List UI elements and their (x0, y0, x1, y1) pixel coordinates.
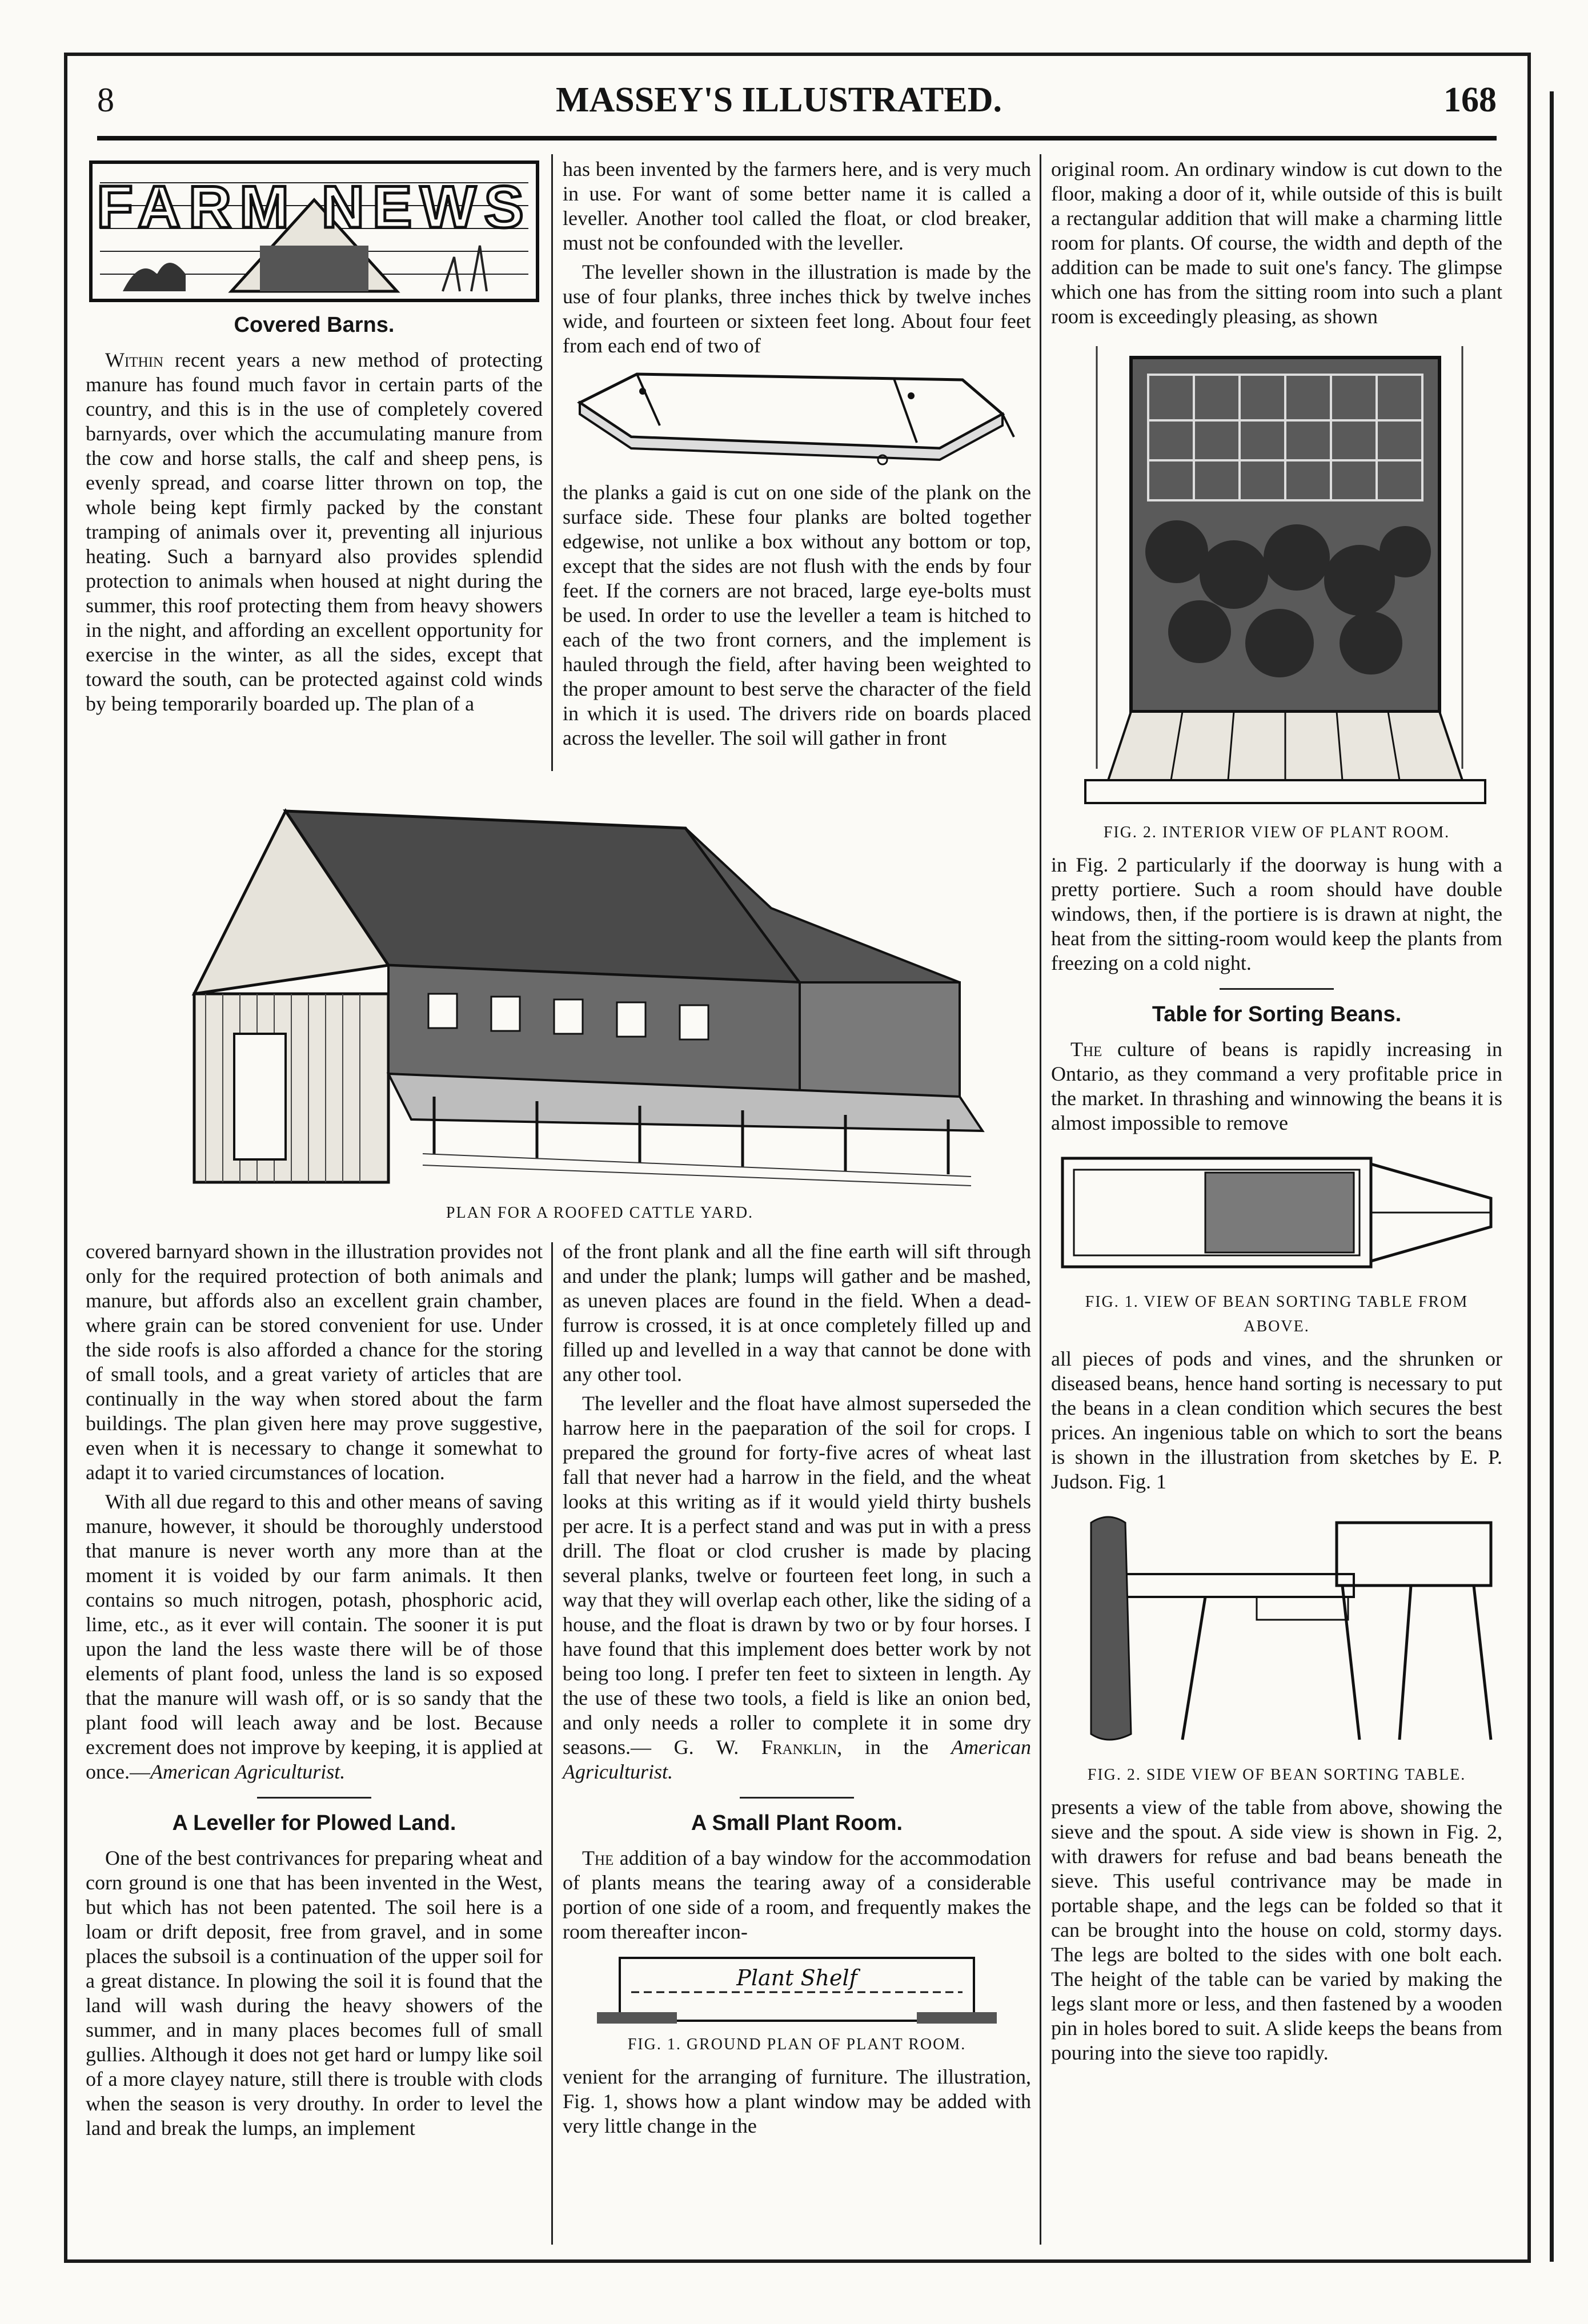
page-number-right: 168 (1443, 80, 1497, 119)
barn-illustration (171, 777, 1028, 1188)
plant-room-p4: in Fig. 2 particularly if the doorway is hung with a pretty portiere. Such a room should have double windows, then, if the portiere is is drawn at night, the heat from the sitting-room would keep the plants from freezing on a cold night. (1051, 853, 1502, 974)
leveller-in: , in the (837, 1736, 952, 1759)
column-1-lower: covered barnyard shown in the illustration provides not only for the required protection of both animals and manure, but affords also an excellent grain chamber, where grain can be stored convenient for use. Under the side roofs is also afforded a chance for the storing of small tools, and a great variety of articles that are continually in the way when stored about the farm buildings. The plan given here may prove suggestive, even when it is necessary to change it somewhat to adapt it to varied circumstances of location. With all due regard to this and other means of saving manure, however, it should be thoroughly understood that manure is never worth any more than at the moment it is voided by our farm animals. It then contains so much nitrogen, potash, phosphoric acid, lime, etc., as it ever will contain. The sooner it is put upon the land the less waste there will be of those elements of plant food, unless the land is so exposed that the manure will wash off, or is so sandy that the plant food will leach away and be lost. Because excrement does not improve by keeping, it is applied at once.—American Agriculturist. A Leveller for Plowed Land. One of the best contrivances for preparing wheat and corn ground is one that has been invented in the West, but which has not been patented. The soil here is a loam or drift deposit, free from gravel, and in some places the subsoil is a continuation of the upper soil for a great distance. In plowing the soil it is found that the land will wash during the heavy showers of the summer, and in many places becomes full of small gullies. Although it does not get hard or lumpy like soil of a more clayey nature, still there is trouble with clods when the season is very drouthy. In order to level the land and break the lumps, an implement (86, 1240, 543, 2140)
plant-room-plan-figure (563, 1952, 1031, 2026)
section-divider (740, 1797, 854, 1799)
leveller-title: A Leveller for Plowed Land. (172, 1811, 456, 1835)
beans-p2: all pieces of pods and vines, and the shrunken or diseased beans, hence hand sorting is necessary to put the beans in a clean condition which secures the best prices. An ingenious table on which to sort the beans is shown in the illustration from sketches by E. P. Judson. Fig. 1 (1051, 1347, 1502, 1493)
covered-barns-p1: recent years a new method of protecting manure has found much favor in certain parts of the country, and this is in the use of completely covered barnyards, over which the accumulating manure from the cow and horse stalls, the calf and sheep pens, is evenly spread, and coarse litter thrown on top, the whole being kept firmly packed by the constant tramping of animals over it, preventing all injurious heating. Such a barnyard also provides splendid protection to animals when housed at night during the summer, this roof protecting them from heavy showers in the night, and affording an excellent opportunity for exercise in the winter, as all the sides, except that toward the south, can be protected against cold winds by being temporarily boarded up. The plan of a (86, 348, 543, 715)
publication-title: MASSEY'S ILLUSTRATED. (556, 80, 1002, 119)
drop-word: The (1070, 1038, 1102, 1061)
barn-caption: PLAN FOR A ROOFED CATTLE YARD. (446, 1204, 754, 1222)
drop-word: The (582, 1847, 614, 1869)
beans-title: Table for Sorting Beans. (1152, 1002, 1402, 1026)
plant-room-fig2-caption: FIG. 2. INTERIOR VIEW OF PLANT ROOM. (1103, 824, 1450, 841)
leveller-p6: The leveller and the float have almost superseded the harrow here in the paeparation of the soil for crops. I prepared the ground for forty-five acres of wheat last fall that never had a harrow in the field, and the wheat looks at this writing as if it would yield thirty bushels per acre. It is a perfect stand and was put in with a press drill. The float or clod crusher is made by placing several planks, twelve or fourteen feet long, in such a way that they will overlap each other, like the siding of a house, and the float is drawn by two or by four horses. I have found that this implement does better work by not being too long. I prefer ten feet to sixteen in length. Ay the use of these two tools, a field is like an onion bed, and only needs a roller to complete it in some dry seasons. (563, 1392, 1031, 1759)
leveller-illustration (563, 363, 1031, 477)
beans-fig2-caption: FIG. 2. SIDE VIEW OF BEAN SORTING TABLE. (1087, 1766, 1466, 1784)
leveller-p5: of the front plank and all the fine earth will sift through and under the plank; lumps will gather and be mashed, as uneven places are found in the field. When a dead-furrow is crossed, it is at once completely filled up and filled up and levelled in a way that cannot be done with any other tool. (563, 1240, 1031, 1386)
covered-barns-source: American Agriculturist. (150, 1760, 346, 1783)
column-separator (1040, 154, 1041, 2245)
page-number-left: 8 (97, 81, 114, 119)
page-header (97, 69, 1497, 131)
covered-barns-title: Covered Barns. (234, 313, 395, 337)
column-1-top (86, 160, 543, 721)
header-rule (97, 136, 1497, 141)
leveller-source: American Agriculturist. (563, 1736, 1032, 1783)
covered-barns-p3: With all due regard to this and other means of saving manure, however, it should be thoroughly understood that manure is never worth any more than at the moment it is voided by our farm animals. It then contains so much nitrogen, potash, phosphoric acid, lime, etc., as it ever will contain. The sooner it is put upon the land the less waste there will be of those elements of plant food, unless the land is so exposed that the manure will wash off, or is so sandy that the plant food will leach away and be lost. Because excrement does not improve by keeping, it is applied at once. (86, 1490, 543, 1783)
logo-text: FARM NEWS (97, 174, 532, 240)
plant-room-title: A Small Plant Room. (691, 1811, 903, 1835)
plant-room-fig1-caption: FIG. 1. GROUND PLAN OF PLANT ROOM. (627, 2036, 967, 2053)
column-2-lower: of the front plank and all the fine earth will sift through and under the plank; lumps will gather and be mashed, as uneven places are found in the field. When a dead-furrow is crossed, it is at once completely filled up and filled up and levelled in a way that cannot be done with any other tool. The leveller and the float have almost superseded the harrow here in the paeparation of the soil for crops. I prepared the ground for forty-five acres of wheat last fall that never had a harrow in the field, and the wheat looks at this writing as if it would yield thirty bushels per acre. It is a perfect stand and was put in with a press drill. The float or clod crusher is made by placing several planks, twelve or fourteen feet long, in such a way that they will overlap each other, like the siding of a house, and the float is drawn by two or by four horses. I have found that this implement does better work by not being too long. I prefer ten feet to sixteen in length. Ay the use of these two tools, a field is like an onion bed, and only needs a roller to complete it in some dry seasons.— G. W. Franklin, in the American Agriculturist. A Small Plant Room. The addition of a bay window for the accommodation of plants means the tearing away of a considerable portion of one side of a room, and frequently makes the room thereafter incon- Plant Shelf FIG. 1. GROUND PLAN OF PLANT ROOM. venient for the arranging of furniture. The illustration, Fig. 1, shows how a plant window may be added with very little change in the (563, 1240, 1032, 2137)
plant-room-interior-figure (1051, 335, 1502, 814)
leveller-p4: the planks a gaid is cut on one side of the plank on the surface side. These four planks are bolted together edgewise, not unlike a box without any bottom or top, except that the sides are not flush with the ends by four feet. If the corners are not braced, large eye-bolts must be used. In order to use the leveller a team is hitched to each of the two front corners, and the implement is hauled through the field, after having been weighted to the proper amount to best serve the character of the field in which it is used. The drivers ride on boards placed across the leveller. The soil will gather in front (563, 481, 1031, 749)
beans-p1: culture of beans is rapidly increasing in Ontario, as they command a very profitable price in the market. In thrashing and winnowing the beans it is almost impossible to remove (1051, 1038, 1503, 1134)
column-3 (1051, 157, 1502, 2070)
bean-table-top-figure (1051, 1141, 1502, 1284)
plant-room-p3: original room. An ordinary window is cut down to the floor, making a door of it, while outside of this is built a rectangular addition that will make a charming little room for plants. Of course, the width and depth of the addition can be made to suit one's fancy. The glimpse which one has from the sitting room into such a plant room is exceedingly pleasing, as shown (1051, 158, 1502, 328)
bean-table-side-figure (1051, 1500, 1502, 1757)
column-separator (551, 154, 553, 771)
plant-room-p1: addition of a bay window for the accommodation of plants means the tearing away of a considerable portion of one side of a room, and frequently makes the room thereafter incon- (563, 1847, 1031, 1943)
page-edge-rule (1550, 91, 1554, 2262)
leveller-p1: One of the best contrivances for preparing wheat and corn ground is one that has been invented in the West, but which has not been patented. The soil here is a loam or drift deposit, free from gravel, and in some places the subsoil is a continuation of the upper soil for a great distance. In plowing the soil it is found that the land will wash during the heavy showers of the summer, and in many places becomes full of small gullies. Although it does not get hard or lumpy like soil of a more clayey nature, still there is trouble with clods when the season is very drouthy. In order to level the land and break the lumps, an implement (86, 1847, 543, 2140)
beans-fig1-caption: FIG. 1. VIEW OF BEAN SORTING TABLE FROM ABOVE. (1085, 1293, 1469, 1335)
leveller-p3: The leveller shown in the illustration is made by the use of four planks, three inches thick by twelve inches wide, and fourteen or sixteen feet long. About four feet from each end of two of (563, 260, 1031, 357)
column-separator (551, 1242, 553, 2245)
farm-news-logo (89, 160, 540, 303)
leveller-p2: has been invented by the farmers here, and is very much in use. For want of some better name it is called a leveller. Another tool called the float, or clod breaker, must not be confounded with the leveller. (563, 158, 1031, 254)
covered-barns-p2: covered barnyard shown in the illustration provides not only for the required protection of both animals and manure, but affords also an excellent grain chamber, where grain can be stored convenient for use. Under the side roofs is also afforded a chance for the storing of small tools, and a great variety of articles that are continually in the way when stored about the farm buildings. The plan given here may prove suggestive, even when it is necessary to change it somewhat to adapt it to varied circumstances of location. (86, 1240, 543, 1484)
section-divider (1220, 988, 1334, 990)
plant-room-p2: venient for the arranging of furniture. The illustration, Fig. 1, shows how a plant window may be added with very little change in the (563, 2065, 1031, 2137)
section-divider (257, 1797, 371, 1799)
beans-p3: presents a view of the table from above, showing the sieve and the spout. A side view is shown in Fig. 2, with drawers for refuse and bad beans beneath the sieve. This useful contrivance may be made in portable shape, and the legs can be folded so that it can be brought into the house on cold, stormy days. The legs are bolted to the sides with one bolt each. The height of the table can be varied by making the legs slant more or less, and then fastened by a wooden pin in holes bored to suit. A slide keeps the beans from pouring into the sieve too rapidly. (1051, 1796, 1502, 2064)
column-2-top (563, 157, 1031, 755)
drop-word: Within (105, 348, 164, 371)
plant-shelf-label: Plant Shelf (736, 1965, 857, 1990)
leveller-author: G. W. Franklin (673, 1736, 837, 1759)
